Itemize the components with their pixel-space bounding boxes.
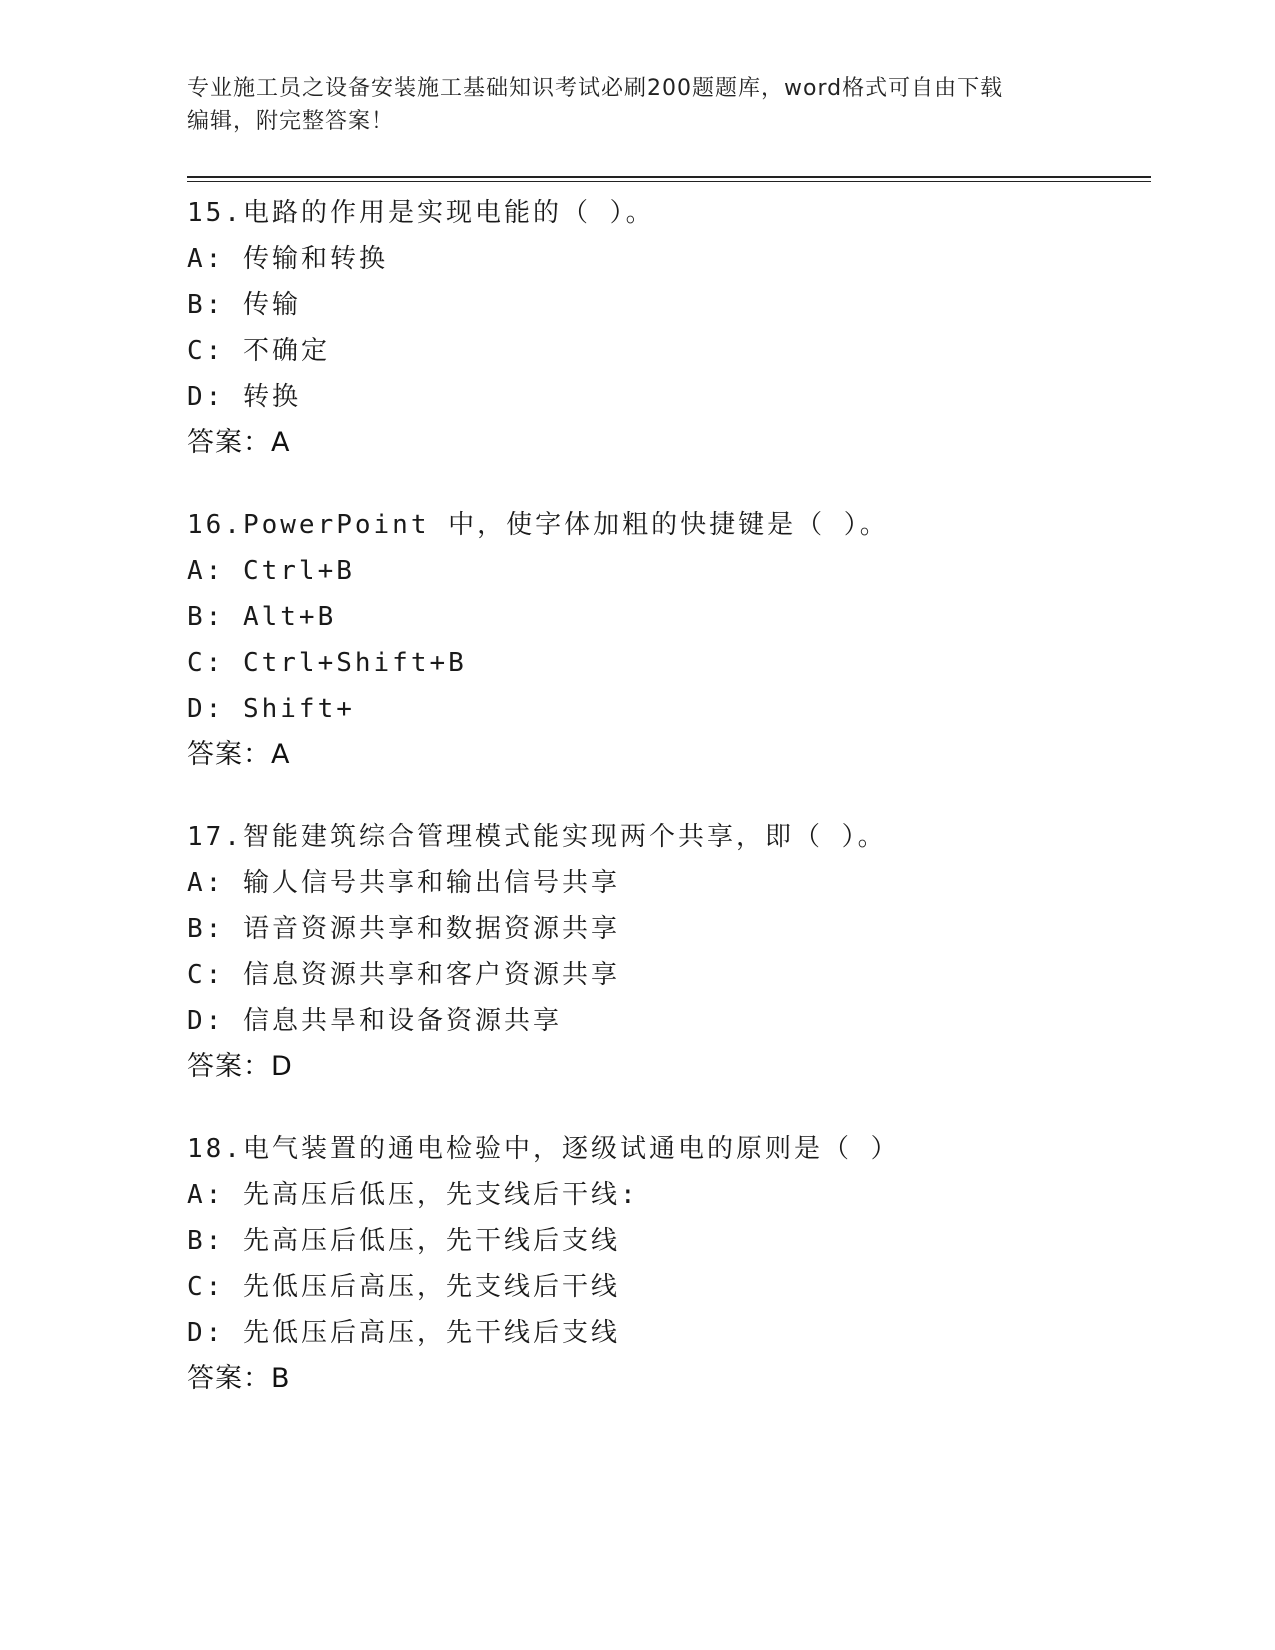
option-c: C: Ctrl+Shift+B xyxy=(187,648,467,678)
option-a: A: 输人信号共享和输出信号共享 xyxy=(187,868,620,898)
option-a: A: Ctrl+B xyxy=(187,556,355,586)
question-18 xyxy=(187,1126,1151,1402)
document-header xyxy=(187,72,1067,138)
option-c: C: 先低压后高压，先支线后干线 xyxy=(187,1272,620,1302)
header-divider-thick xyxy=(187,176,1151,178)
option-b: B: 语音资源共享和数据资源共享 xyxy=(187,914,620,944)
question-stem: 16.PowerPoint 中，使字体加粗的快捷键是（ ）。 xyxy=(187,510,889,540)
question-15 xyxy=(187,190,1151,466)
question-16 xyxy=(187,502,1151,778)
option-a: A: 先高压后低压，先支线后干线: xyxy=(187,1180,639,1210)
question-list xyxy=(187,190,1151,1438)
question-stem: 18.电气装置的通电检验中，逐级试通电的原则是（ ） xyxy=(187,1134,900,1164)
header-line-1: 专业施工员之设备安装施工基础知识考试必刷200题题库，word格式可自由下载 xyxy=(187,76,1004,101)
answer-line: 答案：D xyxy=(187,1051,293,1082)
option-b: B: Alt+B xyxy=(187,602,337,632)
option-b: B: 传输 xyxy=(187,290,301,320)
answer-line: 答案：B xyxy=(187,1363,291,1394)
option-b: B: 先高压后低压，先干线后支线 xyxy=(187,1226,620,1256)
option-d: D: 信息共旱和设备资源共享 xyxy=(187,1006,562,1036)
answer-line: 答案：A xyxy=(187,739,291,770)
option-c: C: 不确定 xyxy=(187,336,330,366)
option-d: D: 先低压后高压，先干线后支线 xyxy=(187,1318,620,1348)
question-stem: 17.智能建筑综合管理模式能实现两个共享，即（ ）。 xyxy=(187,822,887,852)
answer-line: 答案：A xyxy=(187,427,291,458)
header-line-2: 编辑，附完整答案！ xyxy=(187,109,395,134)
option-d: D: 转换 xyxy=(187,382,301,412)
header-divider-thin xyxy=(187,181,1151,182)
option-c: C: 信息资源共享和客户资源共享 xyxy=(187,960,620,990)
question-stem: 15.电路的作用是实现电能的（ ）。 xyxy=(187,198,655,228)
option-a: A: 传输和转换 xyxy=(187,244,388,274)
question-17 xyxy=(187,814,1151,1090)
option-d: D: Shift+ xyxy=(187,694,355,724)
